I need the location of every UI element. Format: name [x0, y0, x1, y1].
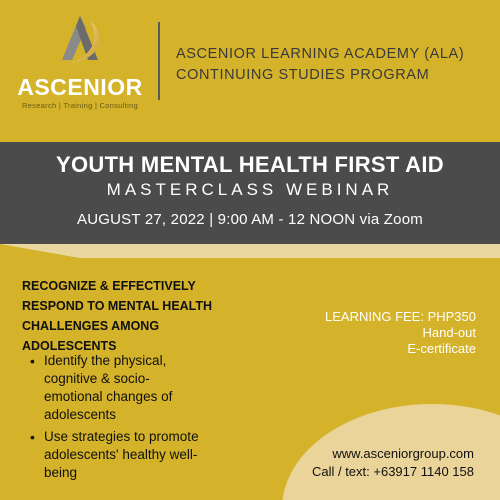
objectives-list [22, 352, 232, 486]
accent-stripe [0, 244, 500, 258]
objective-item [22, 428, 232, 482]
heading-line: ADOLESCENTS [22, 339, 117, 353]
objective-line: adolescents [44, 407, 117, 422]
objective-line: • Identify the physical, [44, 353, 167, 368]
logo-tagline: Research | Training | Consulting [21, 101, 139, 110]
heading-line: RECOGNIZE & EFFECTIVELY [22, 279, 196, 293]
logo-wordmark: ASCENIOR [17, 74, 143, 100]
event-title: YOUTH MENTAL HEALTH FIRST AID [56, 152, 444, 177]
inclusion-handout: Hand-out [422, 325, 476, 340]
event-datetime: AUGUST 27, 2022 | 9:00 AM - 12 NOON via Zoom [77, 211, 423, 228]
fee-info [325, 309, 476, 357]
objective-line: emotional changes of [44, 389, 173, 404]
objectives-heading [22, 276, 232, 356]
heading-line: RESPOND TO MENTAL HEALTH [22, 299, 213, 313]
objective-line: cognitive & socio- [44, 371, 150, 386]
event-subtitle: MASTERCLASS WEBINAR [106, 180, 394, 199]
academy-name [176, 44, 464, 86]
academy-line-1: ASCENIOR LEARNING ACADEMY (ALA) [176, 46, 465, 62]
objective-line: • Use strategies to promote [44, 429, 199, 444]
objective-line: adolescents' healthy well- [44, 447, 198, 462]
learning-fee: LEARNING FEE: PHP350 [325, 309, 476, 324]
objective-item [22, 352, 232, 424]
website-link[interactable]: www.asceniorgroup.com [332, 446, 474, 461]
contact-info [312, 445, 474, 481]
objective-line: being [44, 465, 78, 480]
ascenior-logo [14, 14, 146, 110]
logo-a-mark [54, 14, 106, 70]
phone-number: Call / text: +63917 1140 158 [311, 464, 474, 479]
header-divider [158, 22, 160, 100]
heading-line: CHALLENGES AMONG [22, 319, 160, 333]
inclusion-ecertificate: E-certificate [407, 341, 476, 356]
academy-line-2: CONTINUING STUDIES PROGRAM [176, 67, 430, 83]
